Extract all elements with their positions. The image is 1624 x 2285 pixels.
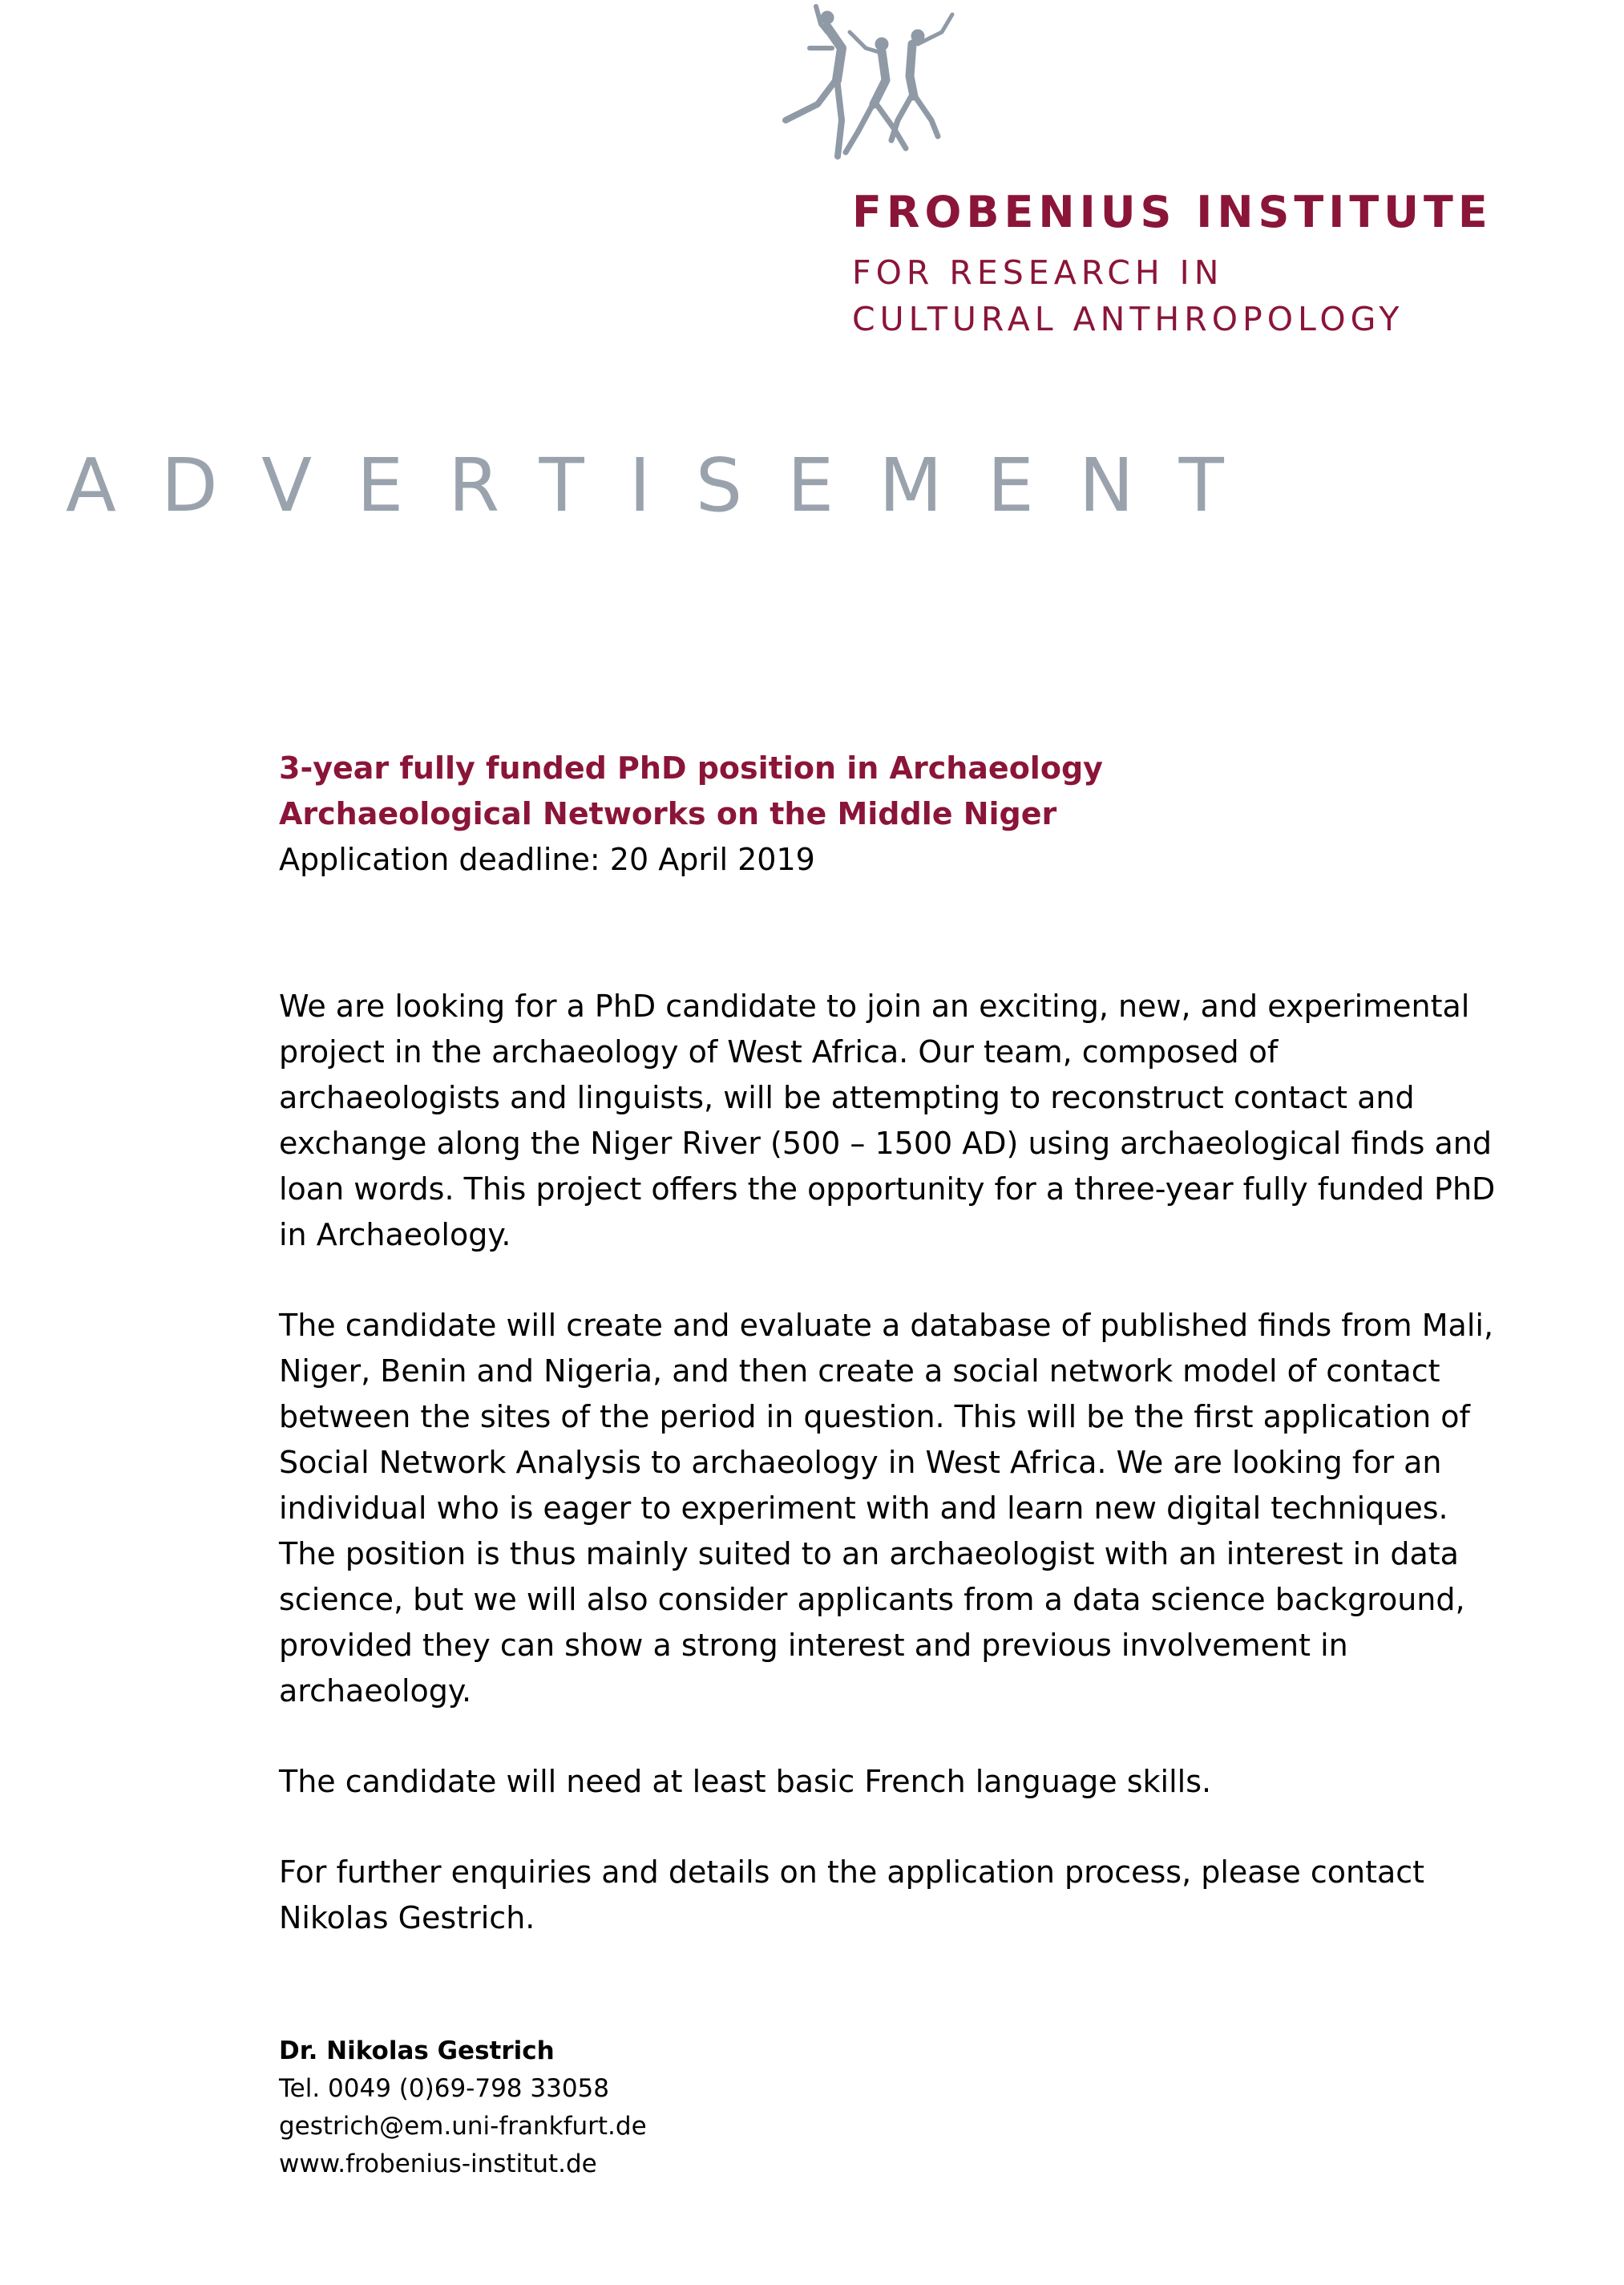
body-paragraph-project: We are looking for a PhD candidate to join an exciting, new, and experimental project in the archaeology of West Africa. Our team, composed of archaeologists and linguists, will be attempting to reconstruct contact and exchange along the Niger River (500 – 1500 AD) using archaeological finds and loan words. This project offers the opportunity for a three-year fully funded PhD in Archaeology. — [279, 989, 1496, 1252]
institute-subtitle-line2: CULTURAL ANTHROPOLOGY — [852, 300, 1404, 338]
institute-subtitle-line1: FOR RESEARCH IN — [852, 253, 1224, 292]
institute-name: FROBENIUS INSTITUTE — [852, 187, 1493, 237]
contact-website[interactable]: www.frobenius-institut.de — [279, 2150, 597, 2178]
advertisement-content — [279, 746, 1497, 1941]
contact-block — [279, 2032, 647, 2183]
dancing-figures-logo-icon — [753, 0, 994, 172]
body-paragraph-language: The candidate will need at least basic French language skills. — [279, 1764, 1212, 1799]
body-paragraph-role: The candidate will create and evaluate a database of published finds from Mali, Niger, Benin and Nigeria, and then create a social network model of contact between the sites of the period in question. This will be the first application of Social Network Analysis to archaeology in West Africa. We are looking for an individual who is eager to experiment with and learn new digital techniques. The position is thus mainly suited to an archaeologist with an interest in data science, but we will also consider applicants from a data science background, provided they can show a strong interest and previous involvement in archaeology. — [279, 1308, 1494, 1709]
body-paragraph-contact: For further enquiries and details on the application process, please contact Nikolas Gestrich. — [279, 1854, 1425, 1935]
project-title: Archaeological Networks on the Middle Niger — [279, 796, 1057, 831]
application-deadline: Application deadline: 20 April 2019 — [279, 842, 815, 877]
advertisement-banner: ADVERTISEMENT — [66, 443, 1269, 528]
contact-phone: Tel. 0049 (0)69-798 33058 — [279, 2074, 609, 2103]
position-title: 3-year fully funded PhD position in Archaeology — [279, 750, 1103, 786]
contact-email[interactable]: gestrich@em.uni-frankfurt.de — [279, 2112, 647, 2141]
contact-name: Dr. Nikolas Gestrich — [279, 2036, 555, 2065]
